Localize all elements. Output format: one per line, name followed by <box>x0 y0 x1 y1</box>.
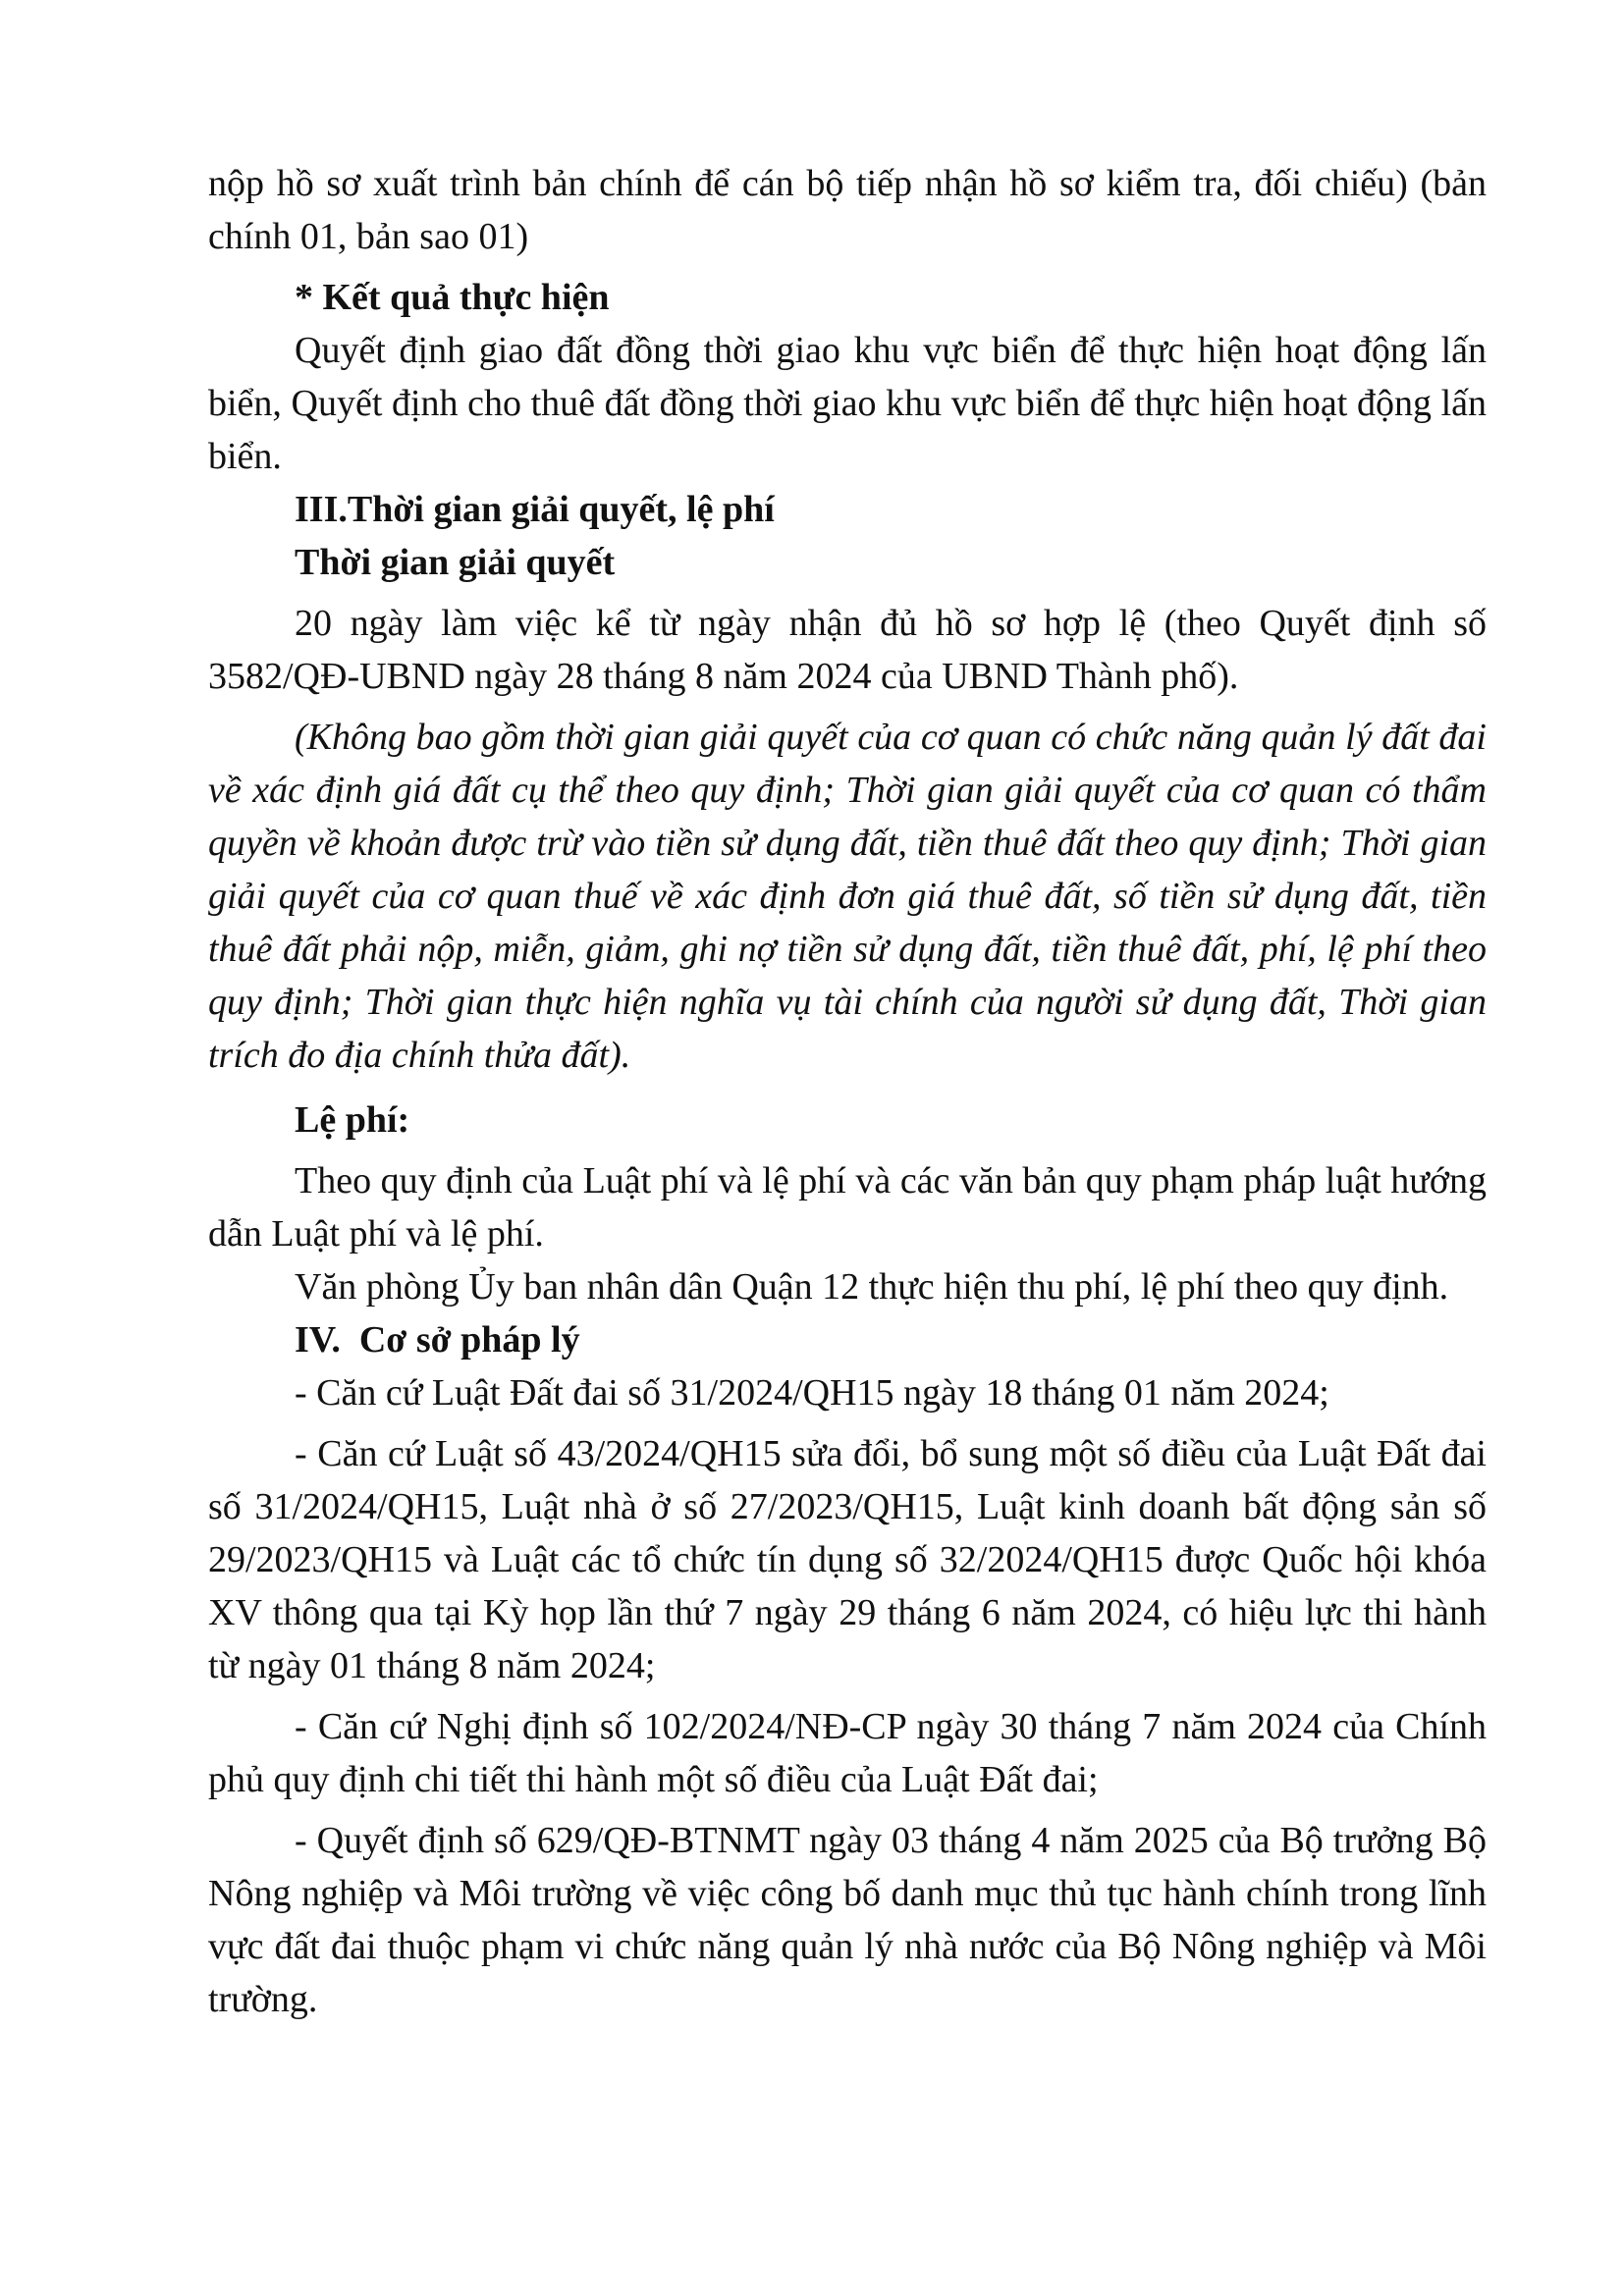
section-3-number: III. <box>295 489 348 530</box>
section-4-number: IV. <box>295 1319 341 1361</box>
legal-item-2: - Căn cứ Luật số 43/2024/QH15 sửa đổi, bổ sung một số điều của Luật Đất đai số 31/2024/QH15, Luật nhà ở số 27/2023/QH15, Luật kinh doanh bất động sản số 29/2023/QH15 và Luật các tổ chức tín dụng số 32/2024/QH15 được Quốc hội khóa XV thông qua tại Kỳ họp lần thứ 7 ngày 29 tháng 6 năm 2024, có hiệu lực thi hành từ ngày 01 tháng 8 năm 2024; <box>208 1433 1487 1686</box>
section-3-heading <box>208 483 1487 536</box>
legal-item-1: - Căn cứ Luật Đất đai số 31/2024/QH15 ngày 18 tháng 01 năm 2024; <box>295 1372 1329 1414</box>
result-heading: * Kết quả thực hiện <box>295 277 610 318</box>
time-text: 20 ngày làm việc kể từ ngày nhận đủ hồ sơ hợp lệ (theo Quyết định số 3582/QĐ-UBND ngày 28 tháng 8 năm 2024 của UBND Thành phố). <box>208 603 1487 697</box>
section-4-heading <box>208 1313 1487 1366</box>
legal-item-4: - Quyết định số 629/QĐ-BTNMT ngày 03 tháng 4 năm 2025 của Bộ trưởng Bộ Nông nghiệp và Môi trường về việc công bố danh mục thủ tục hành chính trong lĩnh vực đất đai thuộc phạm vi chức năng quản lý nhà nước của Bộ Nông nghiệp và Môi trường. <box>208 1820 1487 2020</box>
document-body <box>208 157 1487 2026</box>
fee-text-2: Văn phòng Ủy ban nhân dân Quận 12 thực hiện thu phí, lệ phí theo quy định. <box>295 1266 1449 1308</box>
fee-heading: Lệ phí: <box>295 1099 410 1141</box>
paragraph-continuation: nộp hồ sơ xuất trình bản chính để cán bộ tiếp nhận hồ sơ kiểm tra, đối chiếu) (bản chính 01, bản sao 01) <box>208 163 1487 257</box>
legal-item-3: - Căn cứ Nghị định số 102/2024/NĐ-CP ngày 30 tháng 7 năm 2024 của Chính phủ quy định chi tiết thi hành một số điều của Luật Đất đai; <box>208 1706 1487 1800</box>
fee-text-1: Theo quy định của Luật phí và lệ phí và các văn bản quy phạm pháp luật hướng dẫn Luật phí và lệ phí. <box>208 1160 1487 1255</box>
section-3-title: Thời gian giải quyết, lệ phí <box>347 489 775 530</box>
time-note: (Không bao gồm thời gian giải quyết của cơ quan có chức năng quản lý đất đai về xác định giá đất cụ thể theo quy định; Thời gian giải quyết của cơ quan có thẩm quyền về khoản được trừ vào tiền sử dụng đất, tiền thuê đất theo quy định; Thời gian giải quyết của cơ quan thuế về xác định đơn giá thuê đất, số tiền sử dụng đất, tiền thuê đất phải nộp, miễn, giảm, ghi nợ tiền sử dụng đất, tiền thuê đất, phí, lệ phí theo quy định; Thời gian thực hiện nghĩa vụ tài chính của người sử dụng đất, Thời gian trích đo địa chính thửa đất). <box>208 717 1487 1076</box>
result-text: Quyết định giao đất đồng thời giao khu vực biển để thực hiện hoạt động lấn biển, Quyết định cho thuê đất đồng thời giao khu vực biển để thực hiện hoạt động lấn biển. <box>208 330 1487 477</box>
time-heading: Thời gian giải quyết <box>295 542 616 583</box>
section-4-title: Cơ sở pháp lý <box>358 1319 580 1361</box>
